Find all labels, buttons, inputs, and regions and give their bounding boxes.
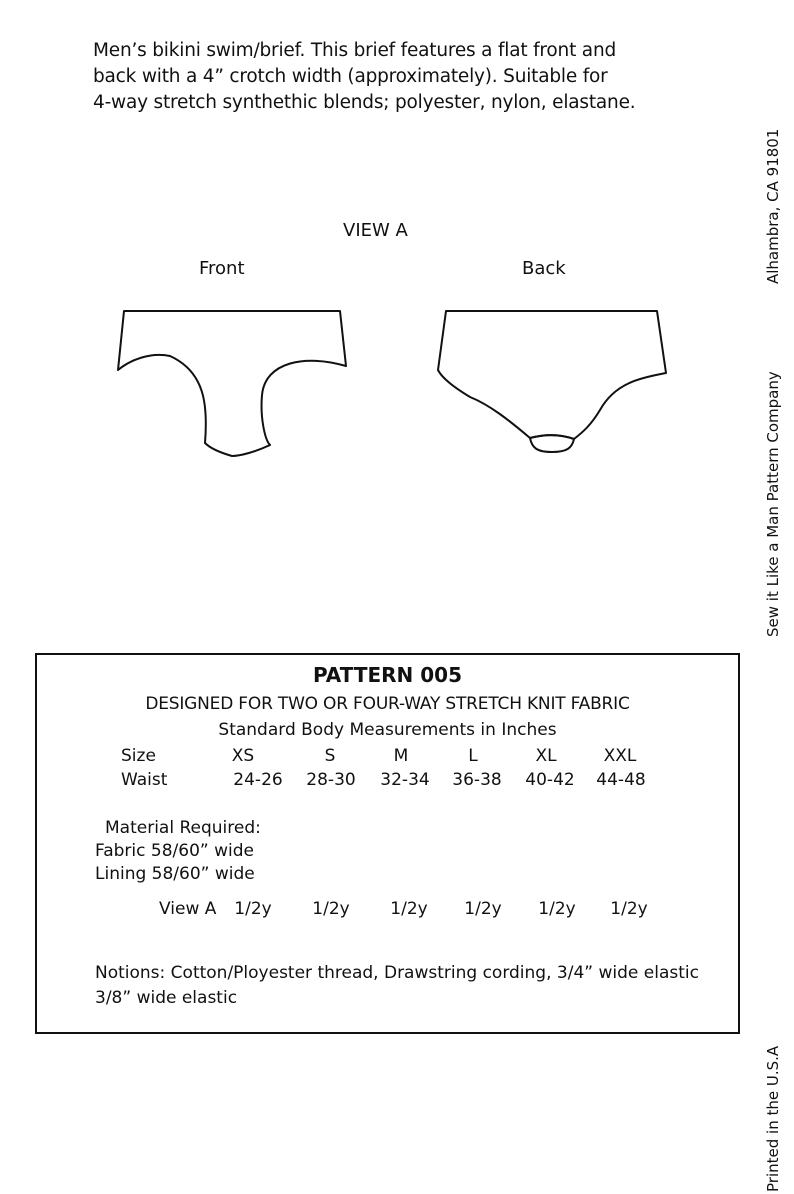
waist-cell: 36-38	[452, 770, 502, 790]
notions-line-1: Notions: Cotton/Ployester thread, Drawstring cording, 3/4” wide elastic	[95, 963, 699, 983]
garment-illustrations	[0, 0, 794, 500]
waist-cell: 28-30	[306, 770, 356, 790]
description-line-1: Men’s bikini swim/brief. This brief features a flat front and	[93, 40, 617, 61]
pattern-title: PATTERN 005	[312, 663, 462, 687]
waist-cell: 40-42	[525, 770, 575, 790]
waist-cell: 44-48	[596, 770, 646, 790]
measurements-title: Standard Body Measurements in Inches	[218, 720, 557, 740]
side-printed: Printed in the U.S.A	[764, 1045, 782, 1192]
pattern-info-box	[35, 653, 740, 1034]
yardage-cell: 1/2y	[312, 899, 350, 919]
description-line-2: back with a 4” crotch width (approximately). Suitable for	[93, 66, 608, 87]
lining-width: Lining 58/60” wide	[95, 864, 255, 884]
side-company: Sew it Like a Man Pattern Company	[764, 371, 782, 637]
front-label: Front	[199, 258, 245, 279]
view-title: VIEW A	[343, 220, 408, 241]
yardage-cell: 1/2y	[610, 899, 648, 919]
size-cell: XS	[231, 746, 255, 766]
waist-cell: 24-26	[233, 770, 283, 790]
view-a-label: View A	[159, 899, 217, 919]
description-line-3: 4-way stretch synthethic blends; polyester, nylon, elastane.	[93, 92, 636, 113]
yardage-cell: 1/2y	[390, 899, 428, 919]
size-cell: S	[324, 746, 336, 766]
material-required-label: Material Required:	[105, 818, 261, 838]
fabric-width: Fabric 58/60” wide	[95, 841, 254, 861]
notions-line-2: 3/8” wide elastic	[95, 988, 238, 1008]
size-cell: XXL	[603, 746, 637, 766]
size-cell: L	[468, 746, 478, 766]
size-label: Size	[121, 746, 156, 766]
yardage-cell: 1/2y	[234, 899, 272, 919]
waist-cell: 32-34	[380, 770, 430, 790]
yardage-cell: 1/2y	[538, 899, 576, 919]
fabric-designation: DESIGNED FOR TWO OR FOUR-WAY STRETCH KNIT FABRIC	[145, 694, 630, 714]
front-view-drawing	[118, 311, 346, 456]
notions	[95, 961, 735, 1011]
size-cell: XL	[535, 746, 557, 766]
yardage-cell: 1/2y	[464, 899, 502, 919]
back-view-pouch	[530, 435, 574, 452]
side-address: Alhambra, CA 91801	[764, 128, 782, 284]
back-view-drawing	[438, 311, 666, 439]
waist-label: Waist	[121, 770, 168, 790]
back-label: Back	[522, 258, 566, 279]
size-cell: M	[393, 746, 409, 766]
